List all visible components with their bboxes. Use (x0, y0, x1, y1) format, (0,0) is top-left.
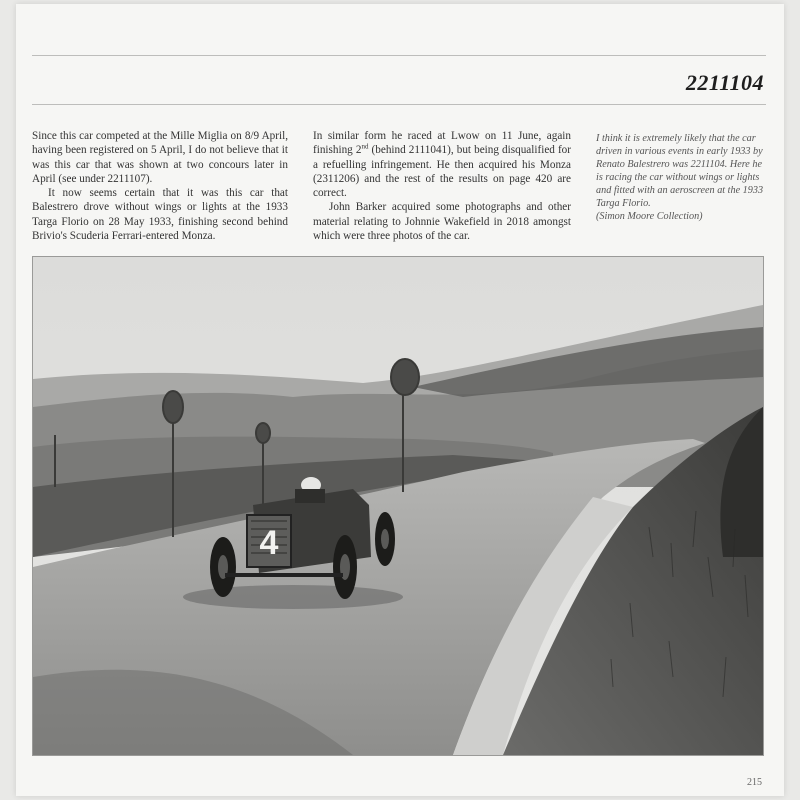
race-photograph (32, 256, 764, 756)
paragraph: It now seems certain that it was this car that Balestrero drove without wings or lights at the 1933 Targa Florio on 28 May 1933, finishing second behind Brivio's Scuderia Ferrari-entered Monza. (32, 187, 288, 243)
race-number: 4 (259, 524, 279, 562)
book-page (16, 4, 784, 796)
paragraph: Since this car competed at the Mille Miglia on 8/9 April, having been registered on 5 April, I do not believe that it was this car that was shown at two concours later in April (see under 2211107). (32, 130, 288, 185)
page-number: 215 (747, 777, 762, 788)
header-rule-top (32, 55, 766, 56)
header-rule-bottom (32, 104, 766, 105)
caption-credit: (Simon Moore Collection) (596, 211, 703, 222)
paragraph: John Barker acquired some photographs and other material relating to Johnnie Wakefield in 2018 amongst which were three photos of the car. (313, 201, 571, 243)
text-column-1 (32, 129, 288, 243)
paragraph: In similar form he raced at Lwow on 11 June, again finishing 2nd (behind 2111041), but being disqualified for a refuelling infringement. He then acquired his Monza (2311206) and the rest of the results on page 420 are correct. (313, 130, 571, 200)
caption-text: I think it is extremely likely that the car driven in various events in early 1933 by Renato Balestrero was 2211104. Here he is racing the car without wings or lights and fitted with an aeroscreen at the 1933 Targa Florio. (596, 133, 764, 209)
text-column-2 (313, 129, 571, 243)
chassis-number-heading: 2211104 (685, 70, 764, 95)
photo-caption (596, 132, 766, 223)
